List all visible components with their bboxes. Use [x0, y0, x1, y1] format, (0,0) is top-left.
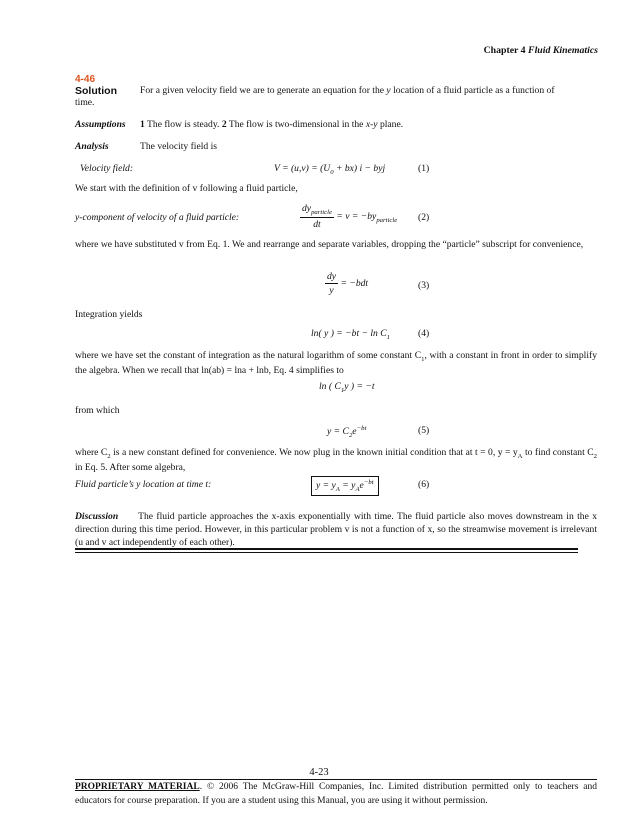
eq6-sub2: A [355, 486, 360, 494]
section-rule-thin [75, 552, 578, 553]
where-sub: 2 [107, 452, 111, 460]
assumptions-label [75, 118, 126, 131]
assumption-2-text-a: The flow is two-dimensional in the [228, 119, 364, 130]
paragraph-substituted: where we have substituted v from Eq. 1. We and rearrange and separate variables, dropping the “particle” subscript for convenience, [75, 239, 584, 250]
where-text-b: is a new constant defined for convenience. We now plug in the known initial condition that at t = 0, y = y [110, 447, 518, 458]
eq6-mid: = y [339, 480, 356, 492]
eq6-lhs: y = y [316, 480, 336, 492]
footer-text: . © 2006 The McGraw-Hill Companies, Inc. Limited distribution permitted only to teachers and educators for course preparation. If you are a student using this Manual, you are using it without permission. [75, 782, 597, 806]
eq5-sub: 2 [348, 432, 353, 440]
where-sub3: 2 [593, 452, 597, 460]
solution-text-a: For a given velocity field we are to generate an equation for the [140, 85, 385, 96]
eq6-sub: A [335, 486, 340, 494]
eq5-e: e [352, 426, 357, 438]
eq2-fraction [300, 202, 334, 231]
where-sub2: A [517, 452, 523, 460]
eq4-body [311, 327, 390, 342]
eq1-mid: = (u,v) = (U [282, 163, 331, 174]
eq3-number: (3) [418, 280, 430, 291]
equation-5 [75, 424, 595, 440]
discussion [75, 510, 597, 550]
constant-sub: 1 [421, 355, 425, 363]
solution-text-b: location of a fluid particle as a function of [393, 85, 555, 96]
solution-var: y [386, 85, 391, 96]
analysis-label-text: Analysis [75, 141, 109, 152]
footer-notice [75, 781, 597, 809]
eq5-lhs: y = C [327, 426, 349, 438]
equation-4 [75, 327, 595, 343]
eq5-number: (5) [418, 425, 430, 436]
eq1-body [274, 162, 385, 177]
assumption-2-var: x-y [365, 119, 378, 130]
eq4-sub: 1 [386, 333, 391, 341]
chapter-label: Chapter 4 [483, 45, 526, 56]
eq1-sub: 0 [330, 168, 334, 176]
eq4b-body [319, 380, 374, 395]
footer-rule [75, 779, 597, 780]
discussion-text: The fluid particle approaches the x-axis exponentially with time. The fluid particle also moves downstream in the x direction during this time period. However, in this particular problem v is not a function of x, so the streamwise movement is irrelevant (u and v act independently of each other). [75, 511, 597, 549]
eq2-num-top: dy [302, 203, 312, 214]
section-rule-thick [75, 548, 578, 550]
eq2-den: dt [313, 219, 321, 231]
assumption-1-num: 1 [140, 119, 145, 130]
paragraph-integration: Integration yields [75, 309, 143, 320]
paragraph-where [75, 446, 597, 474]
eq2-rhs: = v = −by [336, 210, 377, 222]
eq3-body [325, 270, 368, 297]
equation-2 [75, 202, 595, 232]
eq2-label: y-component of velocity of a fluid particle: [75, 212, 240, 223]
equation-6 [75, 478, 595, 494]
eq1-lhs: V [274, 163, 280, 174]
solution-label: Solution [75, 85, 117, 97]
page-number: 4-23 [309, 767, 329, 778]
eq4-number: (4) [418, 328, 430, 339]
eq4b-sub: 1 [340, 386, 345, 394]
eq4-lhs: ln( y ) = −bt − ln C [311, 328, 387, 339]
equation-4b [75, 380, 595, 396]
analysis-text: The velocity field is [140, 141, 217, 152]
eq4b-lhs: ln ( C [319, 381, 341, 392]
paragraph-constant [75, 349, 597, 377]
eq1-rest: + bx) i − byj [333, 163, 386, 174]
proprietary-label: PROPRIETARY MATERIAL [75, 782, 200, 792]
problem-number: 4-46 [75, 74, 96, 85]
discussion-label: Discussion [75, 511, 119, 522]
solution-text-c: time. [75, 97, 95, 108]
eq6-e: e [359, 480, 364, 492]
eq3-num: dy [325, 270, 338, 284]
eq1-number: (1) [418, 163, 430, 174]
eq5-sup: −bt [356, 425, 367, 432]
eq5-body [327, 424, 366, 440]
eq4b-rest: y ) = −t [344, 381, 375, 392]
where-text-a: where C [75, 447, 108, 458]
assumption-2-text-c: plane. [379, 119, 404, 130]
where-text-d: in Eq. 5. After some algebra, [75, 462, 186, 474]
analysis-label [75, 140, 109, 153]
assumption-1-text: The flow is steady. [147, 119, 220, 130]
eq3-rhs: = −bdt [340, 277, 369, 289]
assumptions-label-text: Assumptions [75, 119, 126, 130]
solution-text [140, 84, 598, 97]
equation-1 [80, 162, 600, 178]
eq6-boxed-result [311, 476, 379, 496]
equation-3 [75, 270, 595, 300]
eq2-body [300, 202, 397, 231]
constant-text-b: , with a constant in front in order to simplify the algebra. When we recall that ln(ab) = lna + lnb, Eq. 4 simplifies to [75, 350, 598, 377]
paragraph-which: from which [75, 405, 120, 416]
chapter-header [484, 44, 598, 58]
where-text-c: to find constant C [522, 447, 594, 458]
eq1-label: Velocity field: [80, 163, 134, 174]
eq2-number: (2) [418, 212, 430, 223]
eq6-sup: −bt [363, 479, 374, 486]
constant-text-a: where we have set the constant of integration as the natural logarithm of some constant C [75, 350, 422, 361]
chapter-title: Fluid Kinematics [528, 45, 598, 56]
eq6-number: (6) [418, 479, 430, 490]
eq3-den: y [329, 285, 334, 297]
eq6-label: Fluid particle’s y location at time t: [75, 479, 212, 490]
assumption-2-num: 2 [221, 119, 227, 130]
eq3-fraction [325, 270, 338, 297]
eq2-num-sub: particle [311, 208, 332, 216]
eq2-rhs-sub: particle [376, 216, 398, 224]
assumptions-text [140, 118, 403, 131]
paragraph-start: We start with the definition of v following a fluid particle, [75, 183, 298, 194]
